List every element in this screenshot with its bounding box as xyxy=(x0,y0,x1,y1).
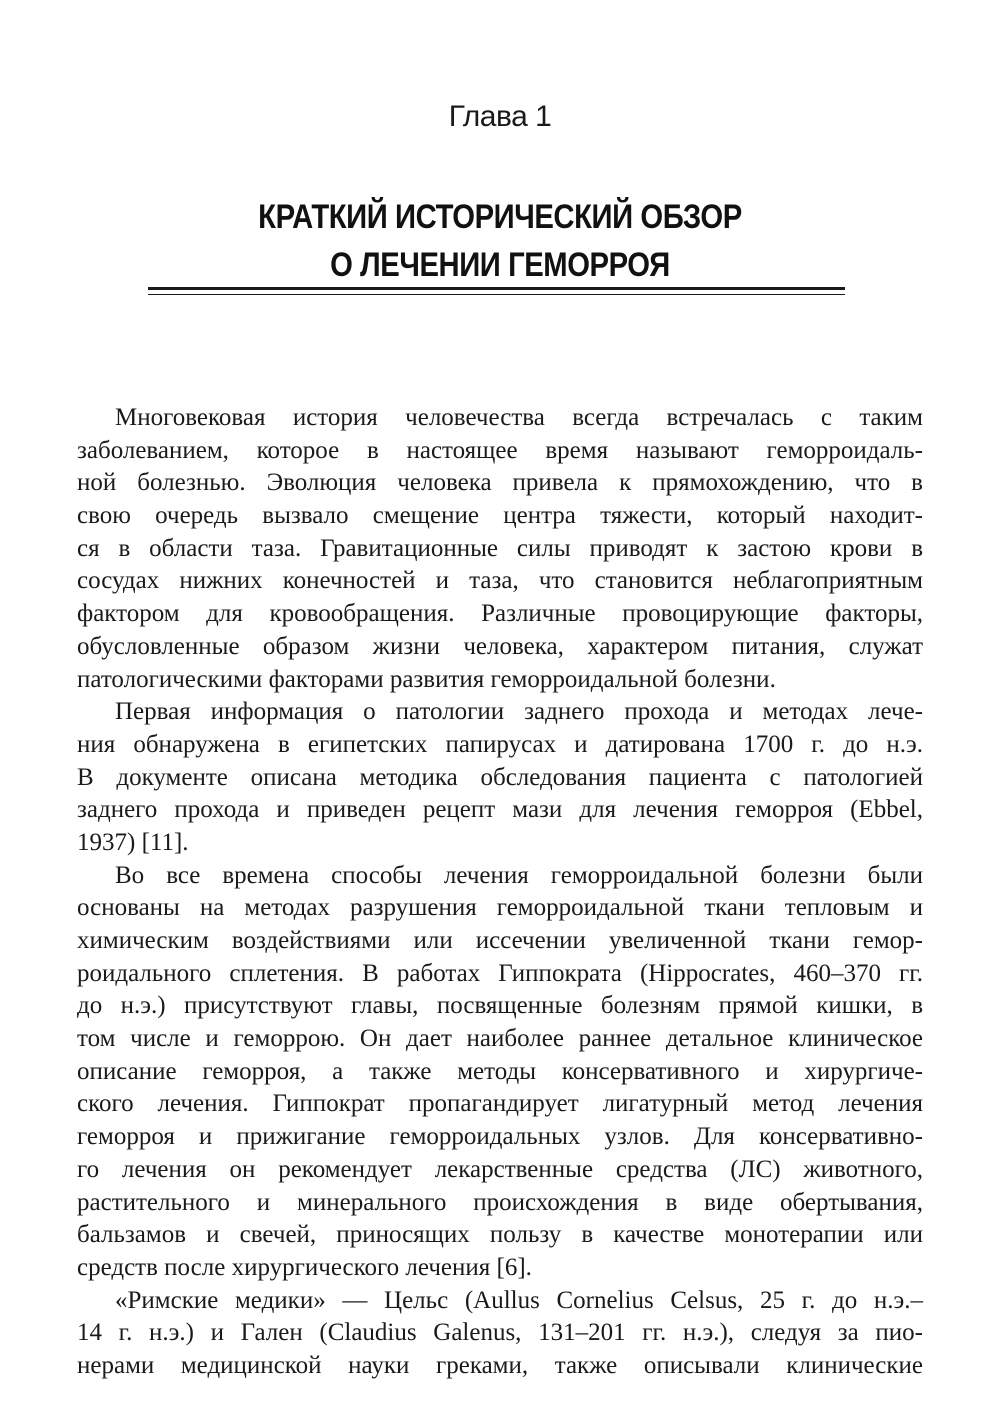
paragraph xyxy=(77,696,923,859)
text-line: фактором для кровообращения. Различные провоцирующие факторы, xyxy=(77,600,923,628)
paragraph xyxy=(77,860,923,1285)
chapter-title-line-2: О ЛЕЧЕНИИ ГЕМОРРОЯ xyxy=(330,246,670,284)
text-line: заболеванием, которое в настоящее время называют геморроидаль- xyxy=(77,436,923,464)
text-line: сосудах нижних конечностей и таза, что становится неблагоприятным xyxy=(77,567,923,595)
text-line: средств после хирургического лечения [6]. xyxy=(77,1253,532,1281)
text-line: «Римские медики» — Цельс (Aullus Cornelius Celsus, 25 г. до н.э.– xyxy=(115,1286,923,1314)
chapter-title xyxy=(70,193,930,289)
text-line: ния обнаружена в египетских папирусах и датирована 1700 г. до н.э. xyxy=(77,730,923,758)
title-divider-thick xyxy=(148,287,845,290)
text-line: растительного и минерального происхождения в виде обертывания, xyxy=(77,1188,923,1216)
text-line: заднего прохода и приведен рецепт мази для лечения геморроя (Ebbel, xyxy=(77,796,923,824)
paragraph xyxy=(77,402,923,696)
text-line: нерами медицинской науки греками, также описывали клинические xyxy=(77,1351,923,1379)
text-line: свою очередь вызвало смещение центра тяжести, который находит- xyxy=(77,502,923,530)
chapter-number: Глава 1 xyxy=(448,100,552,133)
text-line: патологическими факторами развития геморроидальной болезни. xyxy=(77,665,776,693)
text-line: го лечения он рекомендует лекарственные средства (ЛС) животного, xyxy=(77,1155,923,1183)
text-line: Во все времена способы лечения геморроидальной болезни были xyxy=(115,861,923,889)
text-line: том числе и геморрою. Он дает наиболее раннее детальное клиническое xyxy=(77,1025,923,1053)
text-line: 14 г. н.э.) и Гален (Claudius Galenus, 131–201 гг. н.э.), следуя за пио- xyxy=(77,1319,923,1347)
text-line: геморроя и прижигание геморроидальных узлов. Для консервативно- xyxy=(77,1123,923,1151)
text-line: ся в области таза. Гравитационные силы приводят к застою крови в xyxy=(77,534,923,562)
paragraph xyxy=(77,1285,923,1383)
body-text xyxy=(77,402,923,1383)
chapter-title-line-1: КРАТКИЙ ИСТОРИЧЕСКИЙ ОБЗОР xyxy=(258,198,742,236)
text-line: основаны на методах разрушения геморроидальной ткани тепловым и xyxy=(77,894,923,922)
title-divider-thin xyxy=(148,294,845,295)
text-line: обусловленные образом жизни человека, характером питания, служат xyxy=(77,632,923,660)
text-line: роидального сплетения. В работах Гиппократа (Hippocrates, 460–370 гг. xyxy=(77,959,923,987)
text-line: Первая информация о патологии заднего прохода и методах лече- xyxy=(115,698,923,726)
text-line: Многовековая история человечества всегда встречалась с таким xyxy=(115,404,923,431)
text-line: химическим воздействиями или иссечении увеличенной ткани гемор- xyxy=(77,927,923,954)
text-line: В документе описана методика обследования пациента с патологией xyxy=(77,763,923,791)
text-line: ского лечения. Гиппократ пропагандирует лигатурный метод лечения xyxy=(77,1090,923,1118)
text-line: ной болезнью. Эволюция человека привела к прямохождению, что в xyxy=(77,469,923,497)
text-line: 1937) [11]. xyxy=(77,828,189,856)
text-line: до н.э.) присутствуют главы, посвященные болезням прямой кишки, в xyxy=(77,992,923,1020)
text-line: описание геморроя, а также методы консервативного и хирургиче- xyxy=(77,1057,923,1085)
text-line: бальзамов и свечей, приносящих пользу в качестве монотерапии или xyxy=(77,1221,923,1249)
